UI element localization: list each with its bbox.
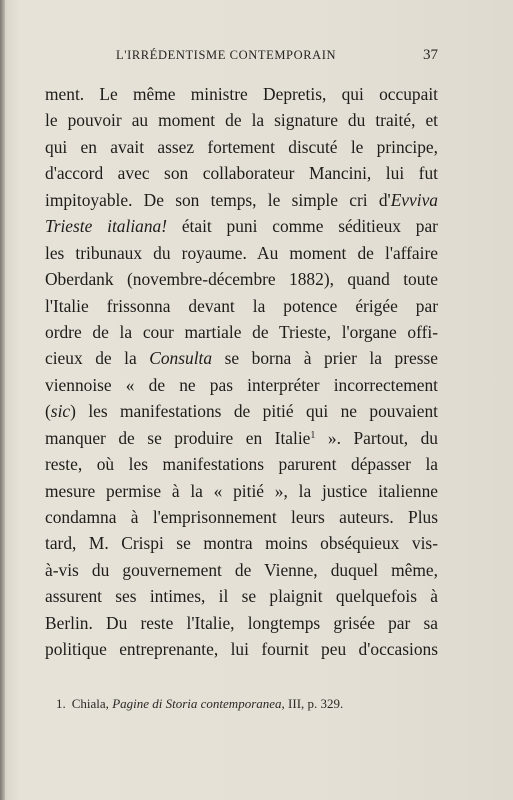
text-line: d'accord avec son collaborateur Mancini, lui fut: [45, 163, 438, 184]
text-line: tard, M. Crispi se montra moins obséquieux vis-: [45, 533, 438, 554]
text-line: condamna à l'emprisonnement leurs auteurs. Plus: [45, 507, 438, 527]
footnote: [56, 696, 416, 712]
text-line: politique entreprenante, lui fournit peu d'occasions: [45, 639, 438, 660]
italic-phrase: sic: [50, 401, 71, 422]
running-head: [44, 48, 438, 68]
text-line: assurent ses intimes, il se plaignit quelquefois à: [45, 586, 438, 607]
footnote-marker: 1: [310, 429, 316, 441]
text-line: (sic) les manifestations de pitié qui ne pouvaient: [45, 401, 438, 422]
text-line: Berlin. Du reste l'Italie, longtemps grisée par sa: [45, 612, 438, 633]
text-line: reste, où les manifestations parurent dépasser la: [45, 454, 438, 475]
text-line: à-vis du gouvernement de Vienne, duquel même,: [45, 559, 438, 580]
text-line: impitoyable. De son temps, le simple cri d'Evviva: [45, 189, 438, 210]
text-line: le pouvoir au moment de la signature du traité, et: [45, 110, 438, 131]
text-line: cieux de la Consulta se borna à prier la presse: [45, 348, 438, 369]
italic-phrase: Consulta: [149, 348, 213, 369]
text-line: Trieste italiana! était puni comme séditieux par: [45, 216, 438, 237]
footnote-work-title: Pagine di Storia contemporanea: [112, 696, 282, 711]
text-line: viennoise « de ne pas interpréter incorrectement: [45, 374, 438, 395]
text-line: l'Italie frissonna devant la potence érigée par: [45, 295, 438, 316]
text-line: Oberdank (novembre-décembre 1882), quand toute: [45, 269, 438, 290]
text-line: ment. Le même ministre Depretis, qui occupait: [45, 84, 438, 104]
page-number: 37: [423, 47, 438, 63]
body-text: [45, 81, 438, 663]
running-title: L'IRRÉDENTISME CONTEMPORAIN: [116, 48, 337, 62]
text-line: qui en avait assez fortement discuté le principe,: [45, 136, 438, 157]
text-line: manquer de se produire en Italie$^1$ ». Partout, du: [45, 427, 438, 448]
text-line: mesure permise à la « pitié », la justice italienne: [45, 480, 438, 501]
footnote-citation: , III, p. 329.: [281, 696, 344, 711]
italic-phrase: Evviva: [390, 189, 438, 210]
italic-phrase: Trieste italiana!: [45, 216, 168, 237]
text-line: les tribunaux du royaume. Au moment de l'affaire: [45, 242, 438, 263]
footnote-author: Chiala,: [71, 696, 109, 711]
footnote-number: 1.: [56, 696, 66, 711]
page-shadow-edge: [0, 0, 5, 800]
text-line: ordre de la cour martiale de Trieste, l'organe offi-: [45, 321, 438, 342]
